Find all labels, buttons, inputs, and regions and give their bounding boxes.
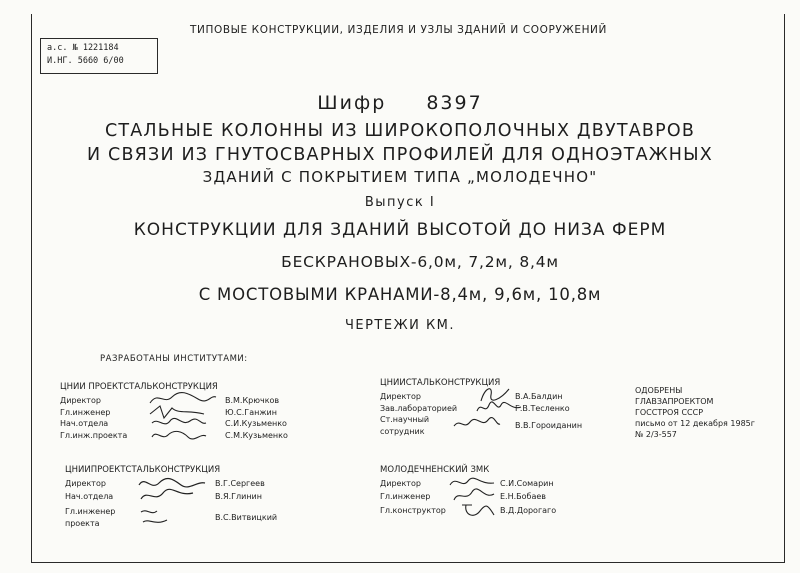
role-label: Гл.инж.проекта (60, 430, 128, 440)
person-name: В.С.Витвицкий (215, 513, 278, 522)
approval-line: ГОССТРОЯ СССР (635, 408, 704, 417)
role-label: Директор (60, 396, 101, 405)
signature-image (452, 416, 502, 434)
approval-line: № 2/3-557 (635, 430, 677, 439)
org-name: ЦНИИ ПРОЕКТСТАЛЬКОНСТРУКЦИЯ (60, 382, 218, 392)
approval-note (635, 385, 755, 440)
signature-image (137, 487, 197, 505)
issue-number: Выпуск I (364, 195, 436, 210)
approval-line: ГЛАВЗАПРОЕКТОМ (635, 397, 714, 406)
org-name: МОЛОДЕЧНЕНСКИЙ ЗМК (380, 465, 490, 475)
approval-line: письмо от 12 декабря 1985г (635, 419, 755, 428)
role-label: Ст.научный сотрудник (380, 415, 430, 436)
role-label: Директор (380, 392, 421, 401)
person-name: В.Я.Глинин (215, 492, 262, 501)
org-block (380, 464, 557, 517)
signature-row (60, 430, 288, 442)
title-line: И СВЯЗИ ИЗ ГНУТОСВАРНЫХ ПРОФИЛЕЙ ДЛЯ ОДНОЭТАЖНЫХ (86, 145, 713, 165)
role-label: Директор (65, 479, 106, 488)
role-label: Директор (380, 479, 421, 488)
person-name: В.Г.Сергеев (215, 479, 265, 488)
signature-row (65, 491, 262, 506)
org-block (380, 377, 583, 436)
signature-row (380, 403, 570, 415)
signature-image (148, 427, 208, 443)
code-number: 8397 (426, 92, 483, 114)
signature-row (65, 506, 278, 528)
role-label: Гл.конструктор (380, 506, 446, 515)
org-name: ЦНИИСТАЛЬКОНСТРУКЦИЯ (380, 378, 501, 388)
role-label: Гл.инженер (60, 407, 111, 417)
person-name: В.Д.Дорогаго (500, 506, 557, 515)
series-title: ТИПОВЫЕ КОНСТРУКЦИИ, ИЗДЕЛИЯ И УЗЛЫ ЗДАНИЙ И СООРУЖЕНИЙ (190, 24, 607, 36)
person-name: Е.Н.Бобаев (500, 492, 547, 501)
person-name: В.М.Крючков (225, 396, 280, 405)
title-line: СТАЛЬНЫЕ КОЛОННЫ ИЗ ШИРОКОПОЛОЧНЫХ ДВУТАВРОВ (104, 121, 696, 141)
person-name: Ю.С.Ганжин (225, 407, 277, 417)
person-name: С.М.Кузьменко (225, 430, 288, 440)
stamp-line: И.НГ. 5660 6/00 (47, 56, 124, 66)
subtitle-line: КОНСТРУКЦИИ ДЛЯ ЗДАНИЙ ВЫСОТОЙ ДО НИЗА ФЕРМ (133, 220, 667, 240)
person-name: В.В.Гороиданин (515, 421, 583, 430)
drawings-label: ЧЕРТЕЖИ КМ. (344, 318, 456, 333)
role-label: Нач.отдела (60, 419, 109, 428)
signature-row (380, 505, 557, 517)
registration-stamp (40, 38, 158, 74)
person-name: С.И.Кузьменко (225, 419, 287, 428)
person-name: В.А.Балдин (515, 392, 563, 401)
subtitle-line: С МОСТОВЫМИ КРАНАМИ-8,4м, 9,6м, 10,8м (198, 285, 602, 304)
person-name: С.И.Сомарин (500, 479, 554, 488)
subtitle-line: БЕСКРАНОВЫХ-6,0м, 7,2м, 8,4м (281, 253, 559, 271)
role-label: Гл.инженер проекта (65, 507, 116, 528)
role-label: Нач.отдела (65, 492, 114, 501)
org-name: ЦНИИПРОЕКТСТАЛЬКОНСТРУКЦИЯ (65, 465, 221, 475)
org-block (60, 381, 288, 441)
org-block (65, 464, 278, 528)
approval-line: ОДОБРЕНЫ (635, 386, 683, 395)
signature-image (458, 501, 498, 523)
role-label: Зав.лабораторией (380, 403, 458, 413)
signature-image (137, 506, 177, 528)
person-name: Г.В.Тесленко (515, 403, 570, 413)
signature-row (380, 414, 583, 436)
role-label: Гл.инженер (380, 492, 431, 501)
developed-by-label: РАЗРАБОТАНЫ ИНСТИТУТАМИ: (100, 354, 248, 364)
title-line: ЗДАНИЙ С ПОКРЫТИЕМ ТИПА „МОЛОДЕЧНО" (202, 168, 598, 186)
code-label: Шифр (317, 92, 387, 114)
code-line (0, 92, 800, 114)
stamp-line: а.с. № 1221184 (47, 43, 119, 53)
